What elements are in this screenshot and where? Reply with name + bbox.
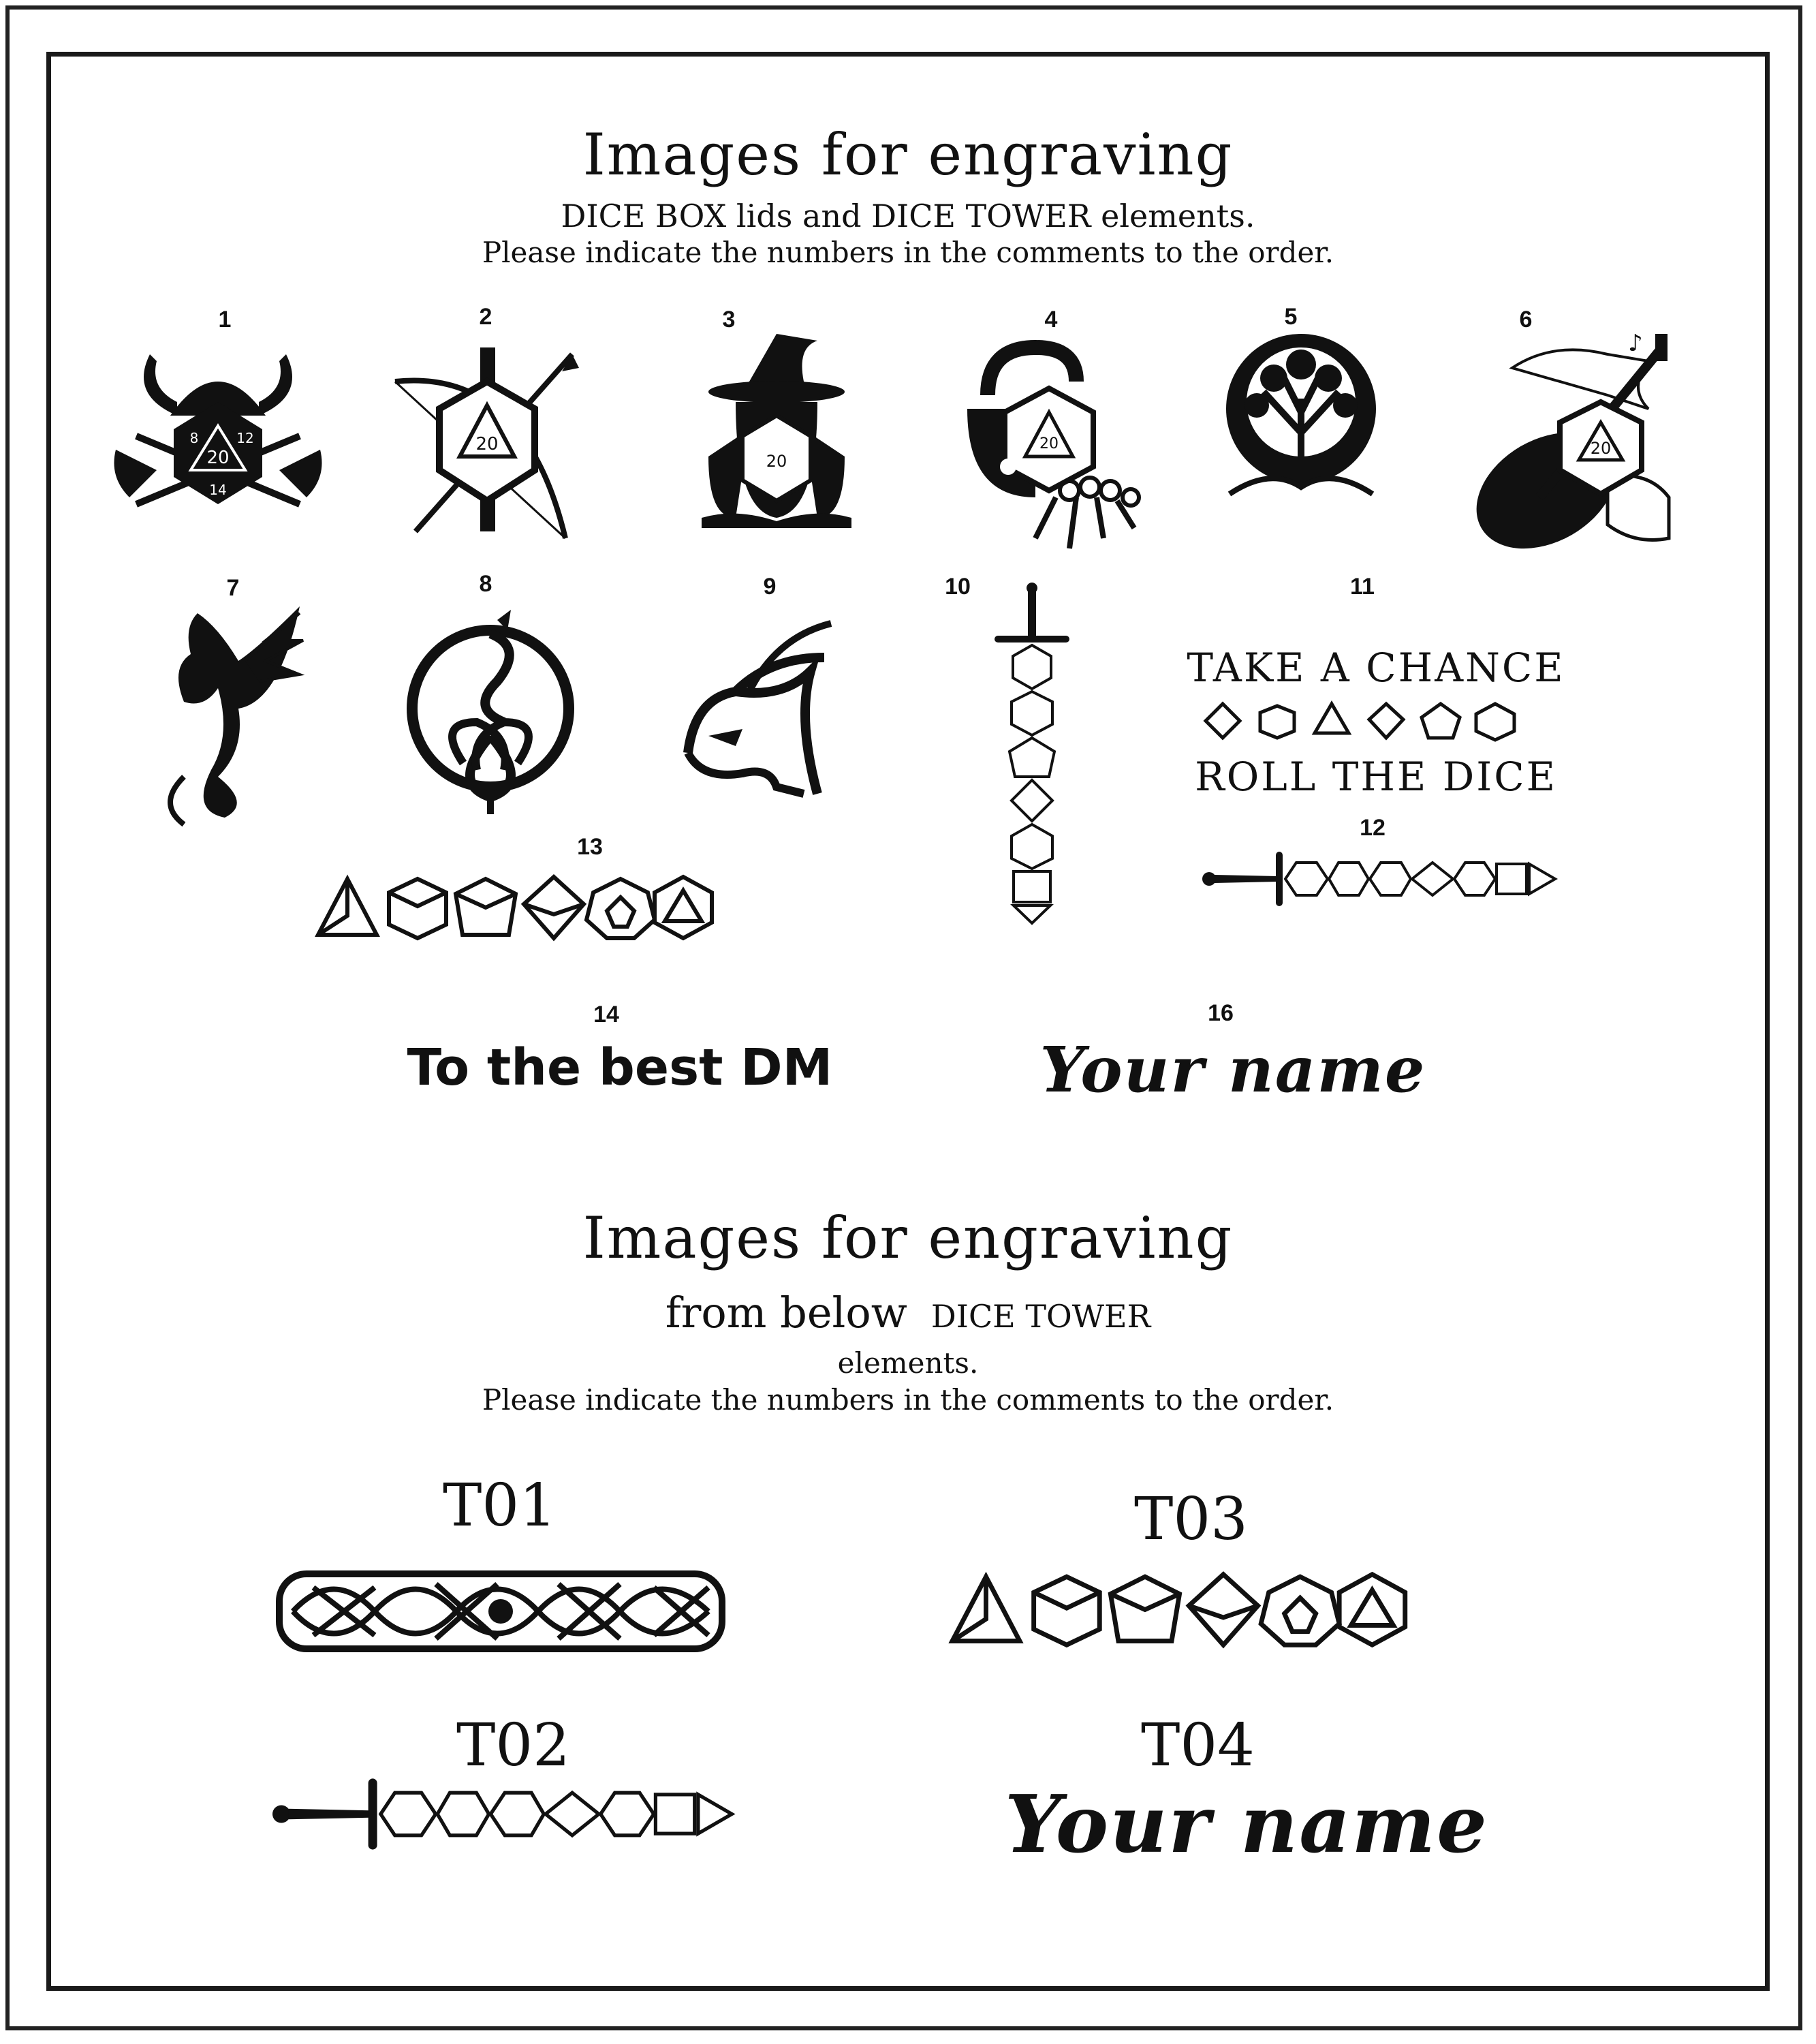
item-number-8: 8 — [479, 571, 492, 597]
svg-text:♪: ♪ — [1628, 330, 1643, 357]
d20-face-center: 20 — [766, 452, 787, 471]
item16-text: Your name — [1039, 1033, 1426, 1106]
dragon-rampant-icon — [143, 600, 307, 831]
item-number-6: 6 — [1519, 307, 1533, 332]
tower-code-t02: T02 — [456, 1712, 570, 1780]
section2-line1b: DICE TOWER — [930, 1298, 1151, 1335]
item-number-16: 16 — [1208, 1000, 1234, 1026]
item-number-12: 12 — [1360, 815, 1386, 841]
item-number-1: 1 — [218, 307, 232, 332]
bow-arrows-d20-icon — [388, 341, 586, 545]
tower-dice-set-icon — [950, 1570, 1413, 1649]
section1-note: Please indicate the numbers in the comments to the order. — [482, 236, 1334, 269]
item-number-3: 3 — [722, 307, 736, 332]
item-number-5: 5 — [1284, 304, 1298, 330]
section1-subtitle: DICE BOX lids and DICE TOWER elements. — [561, 198, 1255, 234]
section2-line2: elements. — [837, 1346, 979, 1380]
section2-line1 — [0, 1288, 1816, 1337]
item-number-4: 4 — [1044, 307, 1058, 332]
celtic-dragon-icon — [409, 606, 572, 818]
d20-face-left: 8 — [189, 430, 199, 446]
d20-face-right: 12 — [236, 430, 254, 446]
tower-code-t03: T03 — [1134, 1485, 1248, 1553]
wizard-d20-book-icon — [695, 334, 858, 531]
item11-dice-row-icon — [1202, 700, 1556, 741]
tower-code-t01: T01 — [443, 1472, 557, 1540]
item-number-10: 10 — [945, 574, 971, 600]
item14-text: To the best DM — [407, 1038, 833, 1097]
padlock-keys-d20-icon — [960, 334, 1165, 552]
d20-face-center: 20 — [475, 434, 499, 454]
polyhedral-dice-set-icon — [317, 873, 719, 942]
section1-title: Images for engraving — [582, 121, 1234, 188]
section2-line1a: from below — [665, 1288, 907, 1337]
viking-helmet-axes-icon — [109, 334, 327, 525]
item-number-2: 2 — [479, 304, 492, 330]
dragon-head-icon — [674, 617, 838, 801]
d20-face-bottom: 14 — [209, 482, 227, 498]
tower-code-t04: T04 — [1141, 1712, 1255, 1780]
tree-of-life-icon — [1216, 330, 1386, 501]
item-number-9: 9 — [763, 574, 777, 600]
d20-face-center: 20 — [1039, 435, 1059, 452]
celtic-knotwork-band-icon — [272, 1560, 729, 1662]
section2-title: Images for engraving — [582, 1205, 1234, 1271]
tower-dice-sword-icon — [272, 1778, 742, 1850]
item-number-14: 14 — [593, 1002, 619, 1027]
dice-sword-horizontal-icon — [1202, 852, 1563, 906]
tower-t04-text: Your name — [1005, 1778, 1488, 1871]
item-number-13: 13 — [577, 834, 603, 860]
item-number-7: 7 — [226, 575, 240, 601]
item11-line1: TAKE A CHANCE — [1187, 645, 1565, 691]
section2-note: Please indicate the numbers in the comments to the order. — [482, 1383, 1334, 1416]
item-number-11: 11 — [1350, 574, 1375, 600]
d20-face-center: 20 — [1590, 439, 1612, 458]
dice-sword-vertical-icon — [995, 583, 1069, 923]
item11-line2: ROLL THE DICE — [1195, 754, 1557, 800]
lute-scroll-d20-icon — [1471, 320, 1689, 552]
d20-face-center: 20 — [206, 448, 230, 468]
